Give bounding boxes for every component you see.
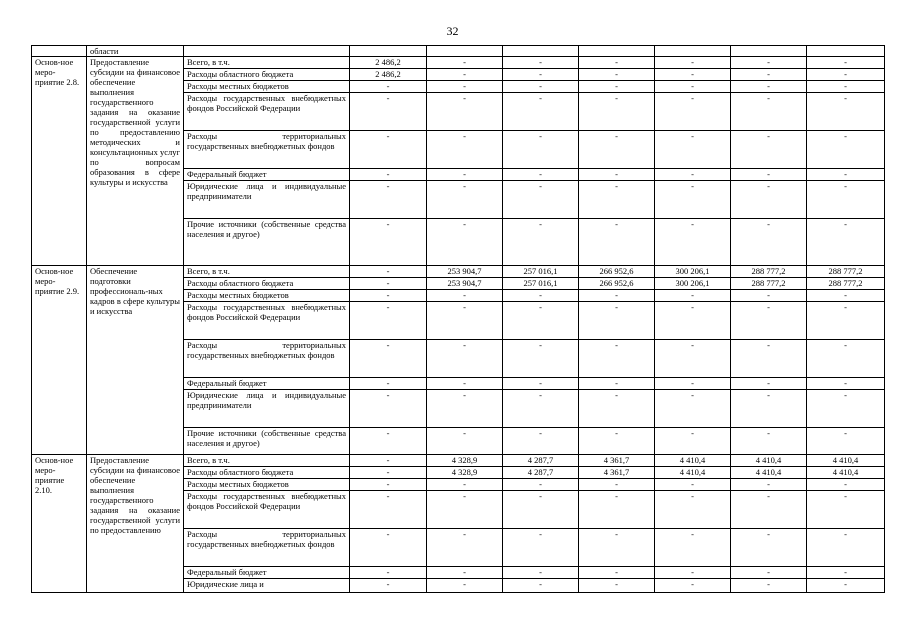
value-cell: 4 410,4 [655, 467, 731, 479]
value-cell: - [579, 93, 655, 131]
value-cell: - [350, 169, 427, 181]
funding-source-cell: Расходы государственных внебюджетных фондов Российской Федерации [184, 302, 350, 340]
value-cell: - [655, 579, 731, 593]
value-cell: - [350, 378, 427, 390]
value-cell [427, 46, 503, 57]
value-cell: - [503, 378, 579, 390]
value-cell: - [503, 390, 579, 428]
value-cell: 4 287,7 [503, 467, 579, 479]
value-cell: - [579, 579, 655, 593]
value-cell: - [503, 69, 579, 81]
value-cell: - [503, 479, 579, 491]
value-cell: - [427, 169, 503, 181]
value-cell: - [350, 290, 427, 302]
value-cell: - [427, 579, 503, 593]
value-cell: - [731, 219, 807, 266]
value-cell: - [427, 131, 503, 169]
funding-source-cell: Федеральный бюджет [184, 378, 350, 390]
value-cell: - [579, 131, 655, 169]
funding-source-cell: Расходы территориальных государственных внебюджетных фондов [184, 529, 350, 567]
value-cell: - [807, 57, 885, 69]
value-cell: 4 287,7 [503, 455, 579, 467]
funding-source-cell: Расходы местных бюджетов [184, 479, 350, 491]
value-cell: - [427, 479, 503, 491]
value-cell: - [350, 302, 427, 340]
funding-source-cell: Расходы местных бюджетов [184, 81, 350, 93]
value-cell: - [731, 302, 807, 340]
funding-source-cell: Расходы местных бюджетов [184, 290, 350, 302]
value-cell: - [579, 479, 655, 491]
value-cell: - [655, 529, 731, 567]
value-cell: - [731, 340, 807, 378]
value-cell: - [731, 69, 807, 81]
funding-source-cell: Прочие источники (собственные средства населения и другое) [184, 428, 350, 455]
value-cell: 266 952,6 [579, 266, 655, 278]
value-cell: 4 410,4 [655, 455, 731, 467]
funding-source-cell: Расходы областного бюджета [184, 69, 350, 81]
value-cell: 288 777,2 [807, 266, 885, 278]
value-cell: - [807, 390, 885, 428]
value-cell: 300 206,1 [655, 266, 731, 278]
value-cell: - [579, 491, 655, 529]
value-cell [350, 46, 427, 57]
value-cell: - [503, 567, 579, 579]
value-cell: - [427, 69, 503, 81]
value-cell: - [807, 81, 885, 93]
value-cell: - [579, 169, 655, 181]
value-cell: - [579, 340, 655, 378]
value-cell: - [807, 69, 885, 81]
page-number: 32 [446, 24, 459, 38]
event-code-cell: Основ-ное меро-приятие 2.10. [32, 455, 87, 593]
value-cell: - [427, 340, 503, 378]
value-cell: - [655, 290, 731, 302]
value-cell: - [731, 181, 807, 219]
funding-source-cell: Юридические лица и индивидуальные предприниматели [184, 390, 350, 428]
value-cell: - [579, 181, 655, 219]
value-cell: 4 410,4 [807, 455, 885, 467]
value-cell [655, 46, 731, 57]
funding-source-cell: Расходы областного бюджета [184, 467, 350, 479]
value-cell: - [427, 567, 503, 579]
value-cell: - [427, 81, 503, 93]
value-cell: - [427, 290, 503, 302]
value-cell [503, 46, 579, 57]
value-cell: - [655, 302, 731, 340]
value-cell: 2 486,2 [350, 69, 427, 81]
value-cell: - [731, 479, 807, 491]
value-cell: - [579, 302, 655, 340]
value-cell [731, 46, 807, 57]
event-name-cell: Обеспечение подготовки профессиональ-ных кадров в сфере культуры и искусства [87, 266, 184, 455]
funding-source-cell: Федеральный бюджет [184, 567, 350, 579]
value-cell: - [503, 219, 579, 266]
value-cell: 4 410,4 [731, 455, 807, 467]
funding-source-cell: Прочие источники (собственные средства населения и другое) [184, 219, 350, 266]
value-cell: - [503, 181, 579, 219]
value-cell: - [807, 428, 885, 455]
value-cell: - [350, 266, 427, 278]
value-cell: 4 361,7 [579, 467, 655, 479]
event-code-cell: Основ-ное меро-приятие 2.9. [32, 266, 87, 455]
value-cell: - [350, 219, 427, 266]
value-cell: - [807, 302, 885, 340]
value-cell: - [427, 219, 503, 266]
funding-source-cell: Расходы областного бюджета [184, 278, 350, 290]
value-cell: - [427, 428, 503, 455]
value-cell: - [807, 290, 885, 302]
funding-source-cell: Расходы территориальных государственных внебюджетных фондов [184, 131, 350, 169]
value-cell: - [427, 57, 503, 69]
value-cell: - [350, 181, 427, 219]
value-cell: - [350, 340, 427, 378]
value-cell: - [655, 567, 731, 579]
value-cell: - [579, 428, 655, 455]
value-cell: - [350, 567, 427, 579]
value-cell: - [427, 529, 503, 567]
value-cell: - [579, 290, 655, 302]
value-cell: - [350, 81, 427, 93]
value-cell: - [503, 302, 579, 340]
value-cell: 300 206,1 [655, 278, 731, 290]
value-cell: - [731, 81, 807, 93]
value-cell: - [579, 57, 655, 69]
value-cell: 253 904,7 [427, 266, 503, 278]
funding-source-cell: Расходы государственных внебюджетных фондов Российской Федерации [184, 93, 350, 131]
funding-source-cell: Расходы государственных внебюджетных фондов Российской Федерации [184, 491, 350, 529]
source-cell [184, 46, 350, 57]
value-cell: - [731, 428, 807, 455]
event-name-cell: области [87, 46, 184, 57]
funding-source-cell: Юридические лица и индивидуальные предприниматели [184, 181, 350, 219]
value-cell: - [807, 131, 885, 169]
value-cell: - [655, 131, 731, 169]
value-cell: - [731, 131, 807, 169]
value-cell: - [350, 579, 427, 593]
value-cell: - [655, 491, 731, 529]
value-cell: 288 777,2 [731, 266, 807, 278]
value-cell: - [350, 455, 427, 467]
funding-source-cell: Расходы территориальных государственных внебюджетных фондов [184, 340, 350, 378]
value-cell: 266 952,6 [579, 278, 655, 290]
value-cell: 2 486,2 [350, 57, 427, 69]
value-cell: - [579, 390, 655, 428]
value-cell: - [655, 390, 731, 428]
value-cell: - [503, 290, 579, 302]
table-row [32, 46, 885, 57]
value-cell: - [427, 181, 503, 219]
budget-table [31, 45, 885, 593]
value-cell: - [350, 479, 427, 491]
value-cell: - [579, 69, 655, 81]
table-row [32, 57, 885, 69]
value-cell: - [807, 93, 885, 131]
value-cell: - [579, 529, 655, 567]
value-cell: - [503, 169, 579, 181]
value-cell: 253 904,7 [427, 278, 503, 290]
value-cell: 4 328,9 [427, 467, 503, 479]
value-cell: - [807, 567, 885, 579]
value-cell: 4 410,4 [731, 467, 807, 479]
value-cell: - [807, 491, 885, 529]
value-cell: - [655, 181, 731, 219]
value-cell: - [427, 93, 503, 131]
value-cell: - [655, 69, 731, 81]
event-code-cell: Основ-ное меро-приятие 2.8. [32, 57, 87, 266]
value-cell: - [807, 169, 885, 181]
value-cell: - [655, 81, 731, 93]
value-cell: - [655, 219, 731, 266]
value-cell: - [350, 428, 427, 455]
value-cell: - [731, 290, 807, 302]
value-cell: - [807, 340, 885, 378]
value-cell: - [579, 567, 655, 579]
funding-source-cell: Всего, в т.ч. [184, 266, 350, 278]
value-cell: - [350, 278, 427, 290]
value-cell: - [503, 529, 579, 567]
value-cell: 4 361,7 [579, 455, 655, 467]
value-cell: - [731, 491, 807, 529]
value-cell: - [731, 57, 807, 69]
value-cell: - [807, 378, 885, 390]
table-body [32, 46, 885, 593]
value-cell: - [731, 378, 807, 390]
table-row [32, 266, 885, 278]
value-cell: - [655, 378, 731, 390]
funding-source-cell: Федеральный бюджет [184, 169, 350, 181]
value-cell: 4 328,9 [427, 455, 503, 467]
value-cell: - [731, 567, 807, 579]
value-cell: - [350, 491, 427, 529]
value-cell [807, 46, 885, 57]
value-cell: - [350, 131, 427, 169]
value-cell: 288 777,2 [807, 278, 885, 290]
value-cell: - [731, 390, 807, 428]
value-cell: - [731, 93, 807, 131]
table-row [32, 455, 885, 467]
value-cell: - [427, 390, 503, 428]
value-cell: - [503, 57, 579, 69]
value-cell: - [350, 529, 427, 567]
value-cell: - [503, 93, 579, 131]
value-cell: - [503, 491, 579, 529]
value-cell: - [427, 378, 503, 390]
funding-source-cell: Всего, в т.ч. [184, 57, 350, 69]
value-cell: - [655, 57, 731, 69]
value-cell: - [731, 579, 807, 593]
funding-source-cell: Всего, в т.ч. [184, 455, 350, 467]
event-name-cell: Предоставление субсидии на финансовое обеспечение выполнения государственного задания на оказание государственной услуги по предоставлению методических и консультационных услуг по вопросам образования в сфере культуры и искусства [87, 57, 184, 266]
value-cell: - [503, 428, 579, 455]
value-cell: - [350, 93, 427, 131]
value-cell: 4 410,4 [807, 467, 885, 479]
value-cell: 257 016,1 [503, 266, 579, 278]
funding-source-cell: Юридические лица и [184, 579, 350, 593]
value-cell: - [655, 428, 731, 455]
value-cell: - [807, 181, 885, 219]
value-cell: - [655, 169, 731, 181]
value-cell: - [350, 390, 427, 428]
value-cell: - [655, 340, 731, 378]
value-cell: - [579, 81, 655, 93]
value-cell: - [731, 529, 807, 567]
value-cell: - [503, 340, 579, 378]
value-cell: - [807, 479, 885, 491]
value-cell: - [503, 81, 579, 93]
code-cell [32, 46, 87, 57]
value-cell: - [427, 491, 503, 529]
value-cell: 257 016,1 [503, 278, 579, 290]
value-cell: - [807, 219, 885, 266]
value-cell: - [350, 467, 427, 479]
value-cell: - [655, 93, 731, 131]
value-cell: - [807, 529, 885, 567]
value-cell: 288 777,2 [731, 278, 807, 290]
value-cell: - [503, 579, 579, 593]
value-cell: - [655, 479, 731, 491]
value-cell: - [807, 579, 885, 593]
value-cell: - [579, 378, 655, 390]
event-name-cell: Предоставление субсидии на финансовое обеспечение выполнения государственного задания на оказание государственной услуги по предоставлению [87, 455, 184, 593]
value-cell: - [579, 219, 655, 266]
value-cell: - [731, 169, 807, 181]
value-cell [579, 46, 655, 57]
value-cell: - [503, 131, 579, 169]
value-cell: - [427, 302, 503, 340]
